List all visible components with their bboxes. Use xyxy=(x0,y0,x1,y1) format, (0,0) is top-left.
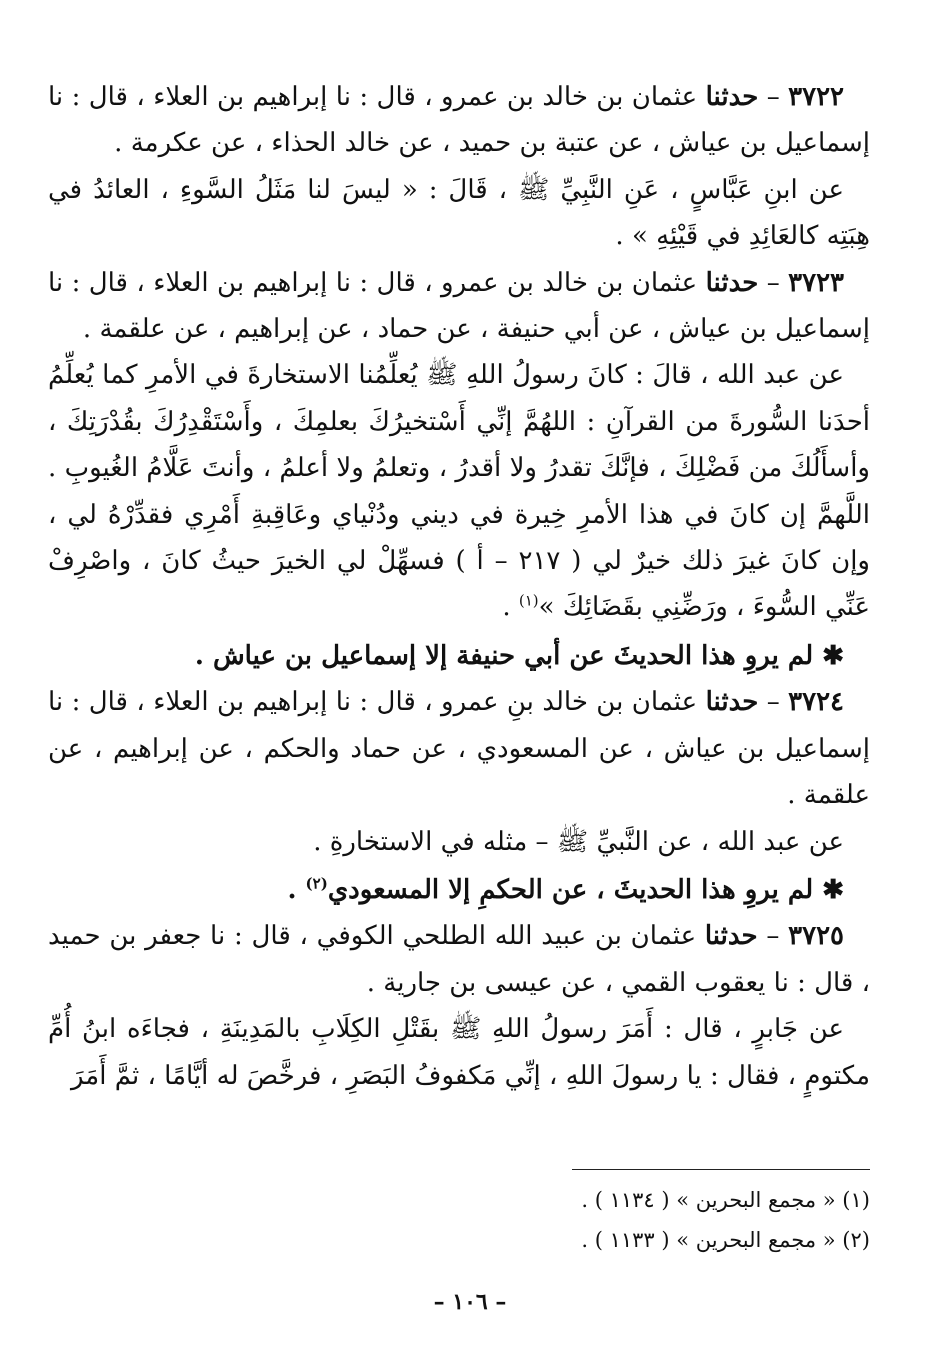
hadith-note-text: لم يروِ هذا الحديثَ ، عن الحكمِ إلا المسعودي xyxy=(327,874,814,905)
hadith-matn-3724: عن عبد الله ، عن النَّبيِّ ﷺ – مثله في الاستخارةِ . xyxy=(313,826,844,857)
star-icon: ✱ xyxy=(813,874,844,905)
footnotes xyxy=(48,1180,870,1260)
hadith-number: ٣٧٢٢ xyxy=(788,82,845,112)
hadith-lead-word: حدثنا xyxy=(705,687,759,718)
footnote-1: (١) « مجمع البحرين » ( ١١٣٤ ) . xyxy=(581,1188,870,1212)
hadith-isnad-text: عثمان بن خالد بن عمرو ، قال : نا إبراهيم بن العلاء ، قال : نا إسماعيل بن عياش ، عن عتبة بن حميد ، عن خالد الحذاء ، عن عكرمة . xyxy=(48,82,870,159)
hadith-isnad-text: عثمان بن خالد بنِ عمرو ، قال : نا إبراهيم بن العلاء ، قال : نا إسماعيل بن عياش ، عن المسعودي ، عن حماد والحكم ، عن إبراهيم ، عن علقمة . xyxy=(48,687,870,811)
hadith-matn-end: . xyxy=(502,592,519,623)
hadith-matn-3722: عن ابنِ عَبَّاسٍ ، عَنِ النَّبِيِّ ﷺ ، قَالَ : « ليسَ لنا مَثَلُ السَّوءِ ، العائدُ في هِبَتِه كالعَائِدِ في قَيْئِهِ » . xyxy=(48,174,870,252)
hadith-dash: – xyxy=(758,82,789,112)
hadith-dash: – xyxy=(757,921,789,952)
hadith-matn-3723 xyxy=(48,352,870,630)
footnote-divider xyxy=(572,1169,870,1170)
star-icon: ✱ xyxy=(813,640,844,671)
hadith-note-3723 xyxy=(48,633,870,679)
footnote-2: (٢) « مجمع البحرين » ( ١١٣٣ ) . xyxy=(581,1228,870,1252)
hadith-isnad-text: عثمان بن عبيد الله الطلحي الكوفي ، قال : نا جعفر بن حميد ، قال : نا يعقوب القمي ، عن عيسى بن جارية . xyxy=(48,921,870,998)
page-body xyxy=(48,74,870,1099)
hadith-lead-word: حدثنا xyxy=(704,921,758,952)
hadith-isnad-3723 xyxy=(48,260,870,353)
hadith-isnad-3725 xyxy=(48,913,870,1006)
hadith-matn-text: عن عبد الله ، قالَ : كانَ رسولُ اللهِ ﷺ يُعلِّمُنا الاستخارةَ في الأمرِ كما يُعلِّمُ أحدَنا السُّورةَ من القرآنِ : اللهُمَّ إنِّي أَسْتخيرُكَ بعلمِكَ ، وأَسْتَقْدِرُكَ بقُدْرَتِكَ ، وأسأَلُكَ من فَضْلِكَ ، فإنَّكَ تقدرُ ولا أقدرُ ، وتعلمُ ولا أعلمُ ، وأنتَ عَلَّامُ الغُيوبِ . اللَّهمَّ إن كانَ في هذا الأمرِ خِيرة في ديني ودُنْياي وعَاقِبةِ أَمْرِي فقدِّرْهُ لي ، وإن كانَ غيرَ ذلك خيرٌ لي ( ٢١٧ – أ ) فسهِّلْ لي الخيرَ حيثُ كانَ ، واصْرِفْ عَنِّي السُّوءَ ، ورَضِّنِي بقَضَائِكَ » xyxy=(48,360,870,623)
hadith-isnad-text: عثمان بن خالد بن عمرو ، قال : نا إبراهيم بن العلاء ، قال : نا إسماعيل بن عياش ، عن أبي حنيفة ، عن حماد ، عن إبراهيم ، عن علقمة . xyxy=(48,267,870,345)
hadith-note-end: . xyxy=(287,874,306,905)
hadith-number: ٣٧٢٣ xyxy=(788,267,845,298)
page-number: – ١٠٦ – xyxy=(433,1289,507,1315)
hadith-note-text: لم يروِ هذا الحديثَ عن أبي حنيفة إلا إسماعيل بن عياش . xyxy=(194,640,814,671)
hadith-number: ٣٧٢٥ xyxy=(788,921,845,952)
hadith-matn-3725: عن جَابرٍ ، قال : أَمَرَ رسولُ اللهِ ﷺ بقَتْلِ الكِلَابِ بالمَدِينَةِ ، فجاءَه ابنُ أُمِّ مكتومٍ ، فقال : يا رسولَ اللهِ ، إنِّي مَكفوفُ البَصَرِ ، فرخَّصَ له أيَّامًا ، ثمَّ أَمَرَ xyxy=(48,1014,870,1091)
hadith-dash: – xyxy=(758,267,789,298)
footnote-marker-2[interactable]: (٢) xyxy=(305,874,328,893)
hadith-dash: – xyxy=(758,687,789,718)
hadith-note-3724 xyxy=(48,867,870,913)
hadith-lead-word: حدثنا xyxy=(705,82,759,112)
hadith-number: ٣٧٢٤ xyxy=(788,687,845,718)
hadith-isnad-3724 xyxy=(48,679,870,818)
hadith-lead-word: حدثنا xyxy=(705,267,759,298)
footnote-marker-1[interactable]: (١) xyxy=(518,591,539,610)
hadith-isnad-3722 xyxy=(48,74,870,167)
